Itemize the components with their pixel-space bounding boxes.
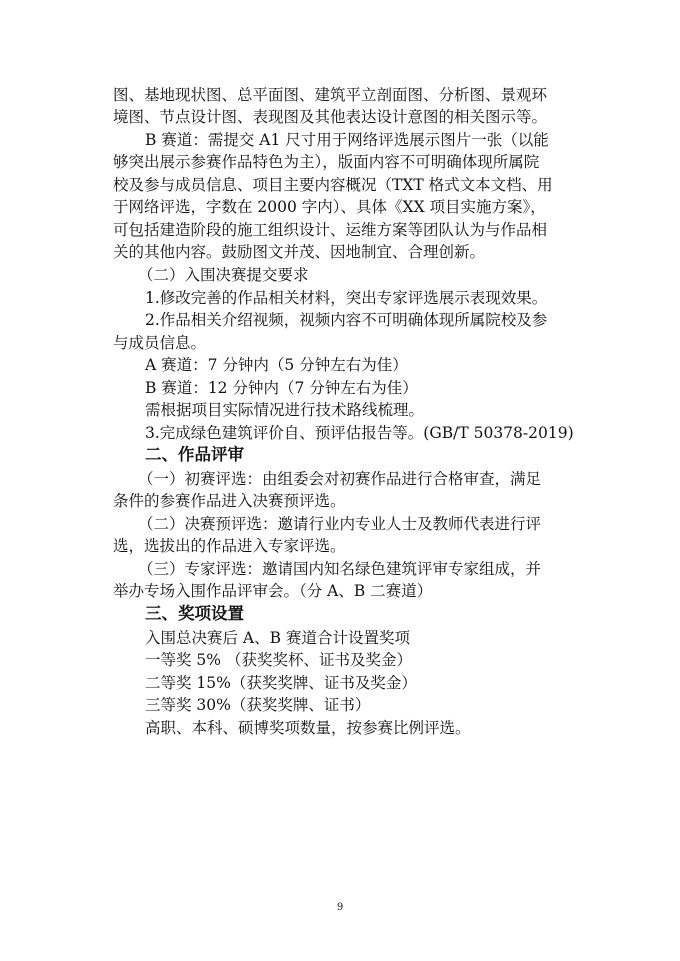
paragraph-line: 境图、节点设计图、表现图及其他表达设计意图的相关图示等。 [113, 108, 548, 126]
paragraph-line: B 赛道：需提交 A1 尺寸用于网络评选展示图片一张（以能 [145, 131, 549, 149]
paragraph-line: （一）初赛评选：由组委会对初赛作品进行合格审查，满足 [138, 470, 542, 488]
section-heading: 三、奖项设置 [145, 604, 244, 623]
paragraph-line: B 赛道：12 分钟内（7 分钟左右为佳） [145, 379, 418, 397]
paragraph-line: 需根据项目实际情况进行技术路线梳理。 [145, 401, 425, 419]
paragraph-line: 与成员信息。 [113, 334, 207, 352]
paragraph-line: 够突出展示参赛作品特色为主），版面内容不可明确体现所属院 [113, 153, 540, 171]
paragraph-line: 条件的参赛作品进入决赛预评选。 [113, 492, 346, 510]
paragraph-line: 图、基地现状图、总平面图、建筑平立剖面图、分析图、景观环 [113, 86, 548, 104]
paragraph-line: 于网络评选，字数在 2000 字内）、具体《XX 项目实施方案》， [113, 198, 546, 216]
paragraph-line: 2.作品相关介绍视频，视频内容不可明确体现所属院校及参 [145, 311, 548, 329]
paragraph-line: 3.完成绿色建筑评价自、预评估报告等。(GB/T 50378-2019) [145, 424, 574, 442]
paragraph-line: 选，选拔出的作品进入专家评选。 [113, 537, 346, 555]
page-number: 9 [336, 902, 344, 913]
paragraph-line: 关的其他内容。鼓励图文并茂、因地制宜、合理创新。 [113, 243, 486, 261]
award-line: 一等奖 5% （获奖奖杯、证书及奖金） [145, 651, 412, 669]
subsection-heading: （二）入围决赛提交要求 [138, 266, 309, 284]
paragraph-line: （三）专家评选：邀请国内知名绿色建筑评审专家组成，并 [138, 560, 542, 578]
award-line: 二等奖 15%（获奖奖牌、证书及奖金） [145, 674, 417, 692]
paragraph-line: 高职、本科、硕博奖项数量，按参赛比例评选。 [145, 719, 471, 737]
award-line: 三等奖 30%（获奖奖牌、证书） [145, 696, 371, 714]
paragraph-line: A 赛道：7 分钟内（5 分钟左右为佳） [145, 356, 408, 374]
paragraph-line: （二）决赛预评选：邀请行业内专业人士及教师代表进行评 [138, 515, 542, 533]
paragraph-line: 1.修改完善的作品相关材料，突出专家评选展示表现效果。 [145, 289, 548, 307]
paragraph-line: 可包括建造阶段的施工组织设计、运维方案等团队认为与作品相 [113, 221, 548, 239]
section-heading: 二、作品评审 [145, 445, 244, 464]
paragraph-line: 校及参与成员信息、项目主要内容概况（TXT 格式文本文档、用 [113, 176, 553, 194]
paragraph-line: 举办专场入围作品评审会。（分 A、B 二赛道） [113, 582, 433, 600]
paragraph-line: 入围总决赛后 A、B 赛道合计设置奖项 [145, 629, 410, 647]
